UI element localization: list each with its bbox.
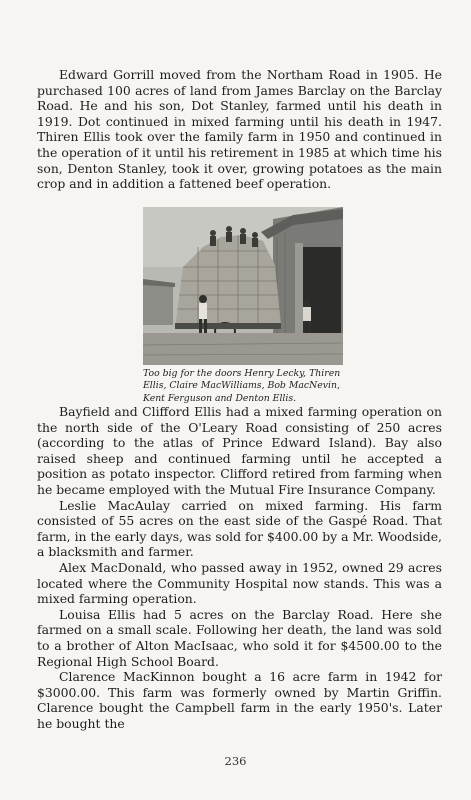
- top-paragraphs: [37, 67, 442, 192]
- historical-photo: [143, 207, 343, 365]
- paragraph-macdonald: Alex MacDonald, who passed away in 1952, owned 29 acres located where the Community Hospital now stands. This was a mixed farming operation.: [37, 559, 442, 607]
- page-number: 236: [224, 754, 247, 768]
- paragraph-gorrill: Edward Gorrill moved from the Northam Road in 1905. He purchased 100 acres of land from James Barclay on the Barclay Road. He and his son, Dot Stanley, farmed until his death in 1919. Dot continued in mixed farming until his death in 1947. Thiren Ellis took over the family farm in 1950 and continued in the operation of it until his retirement in 1985 at which time his son, Denton Stanley, took it over, growing potatoes as the main crop and in addition a fattened beef operation.: [37, 67, 442, 192]
- paragraph-ellis-brothers: Bayfield and Clifford Ellis had a mixed farming operation on the north side of the O'Leary Road consisting of 250 acres (according to the atlas of Prince Edward Island). Bay also raised sheep and continued farming until he accepted a position as potato inspector. Clifford retired from farming when he became employed with the Mutual Fire Insurance Company.: [37, 404, 442, 497]
- caption-line: Too big for the doors Henry Lecky, Thiren: [143, 368, 341, 379]
- paragraph-macaulay: Leslie MacAulay carried on mixed farming. His farm consisted of 55 acres on the east side of the Gaspé Road. That farm, in the early days, was sold for $400.00 by a Mr. Woodside, a blacksmith and farmer.: [37, 497, 442, 560]
- paragraph-louisa-ellis: Louisa Ellis had 5 acres on the Barclay Road. Here she farmed on a small scale. Following her death, the land was sold to a brother of Alton MacIsaac, who sold it for $4500.00 to the Regional High School Board.: [37, 606, 442, 669]
- caption-line: Ellis, Claire MacWilliams, Bob MacNevin,: [143, 380, 340, 392]
- paragraph-mackinnon: Clarence MacKinnon bought a 16 acre farm in 1942 for $3000.00. This farm was formerly owned by Martin Griffin. Clarence bought the Campbell farm in the early 1950's. Later he bought the: [37, 669, 442, 731]
- bottom-paragraphs: [37, 404, 442, 731]
- caption-line: Kent Ferguson and Denton Ellis.: [143, 392, 297, 404]
- photo-caption: [143, 368, 363, 405]
